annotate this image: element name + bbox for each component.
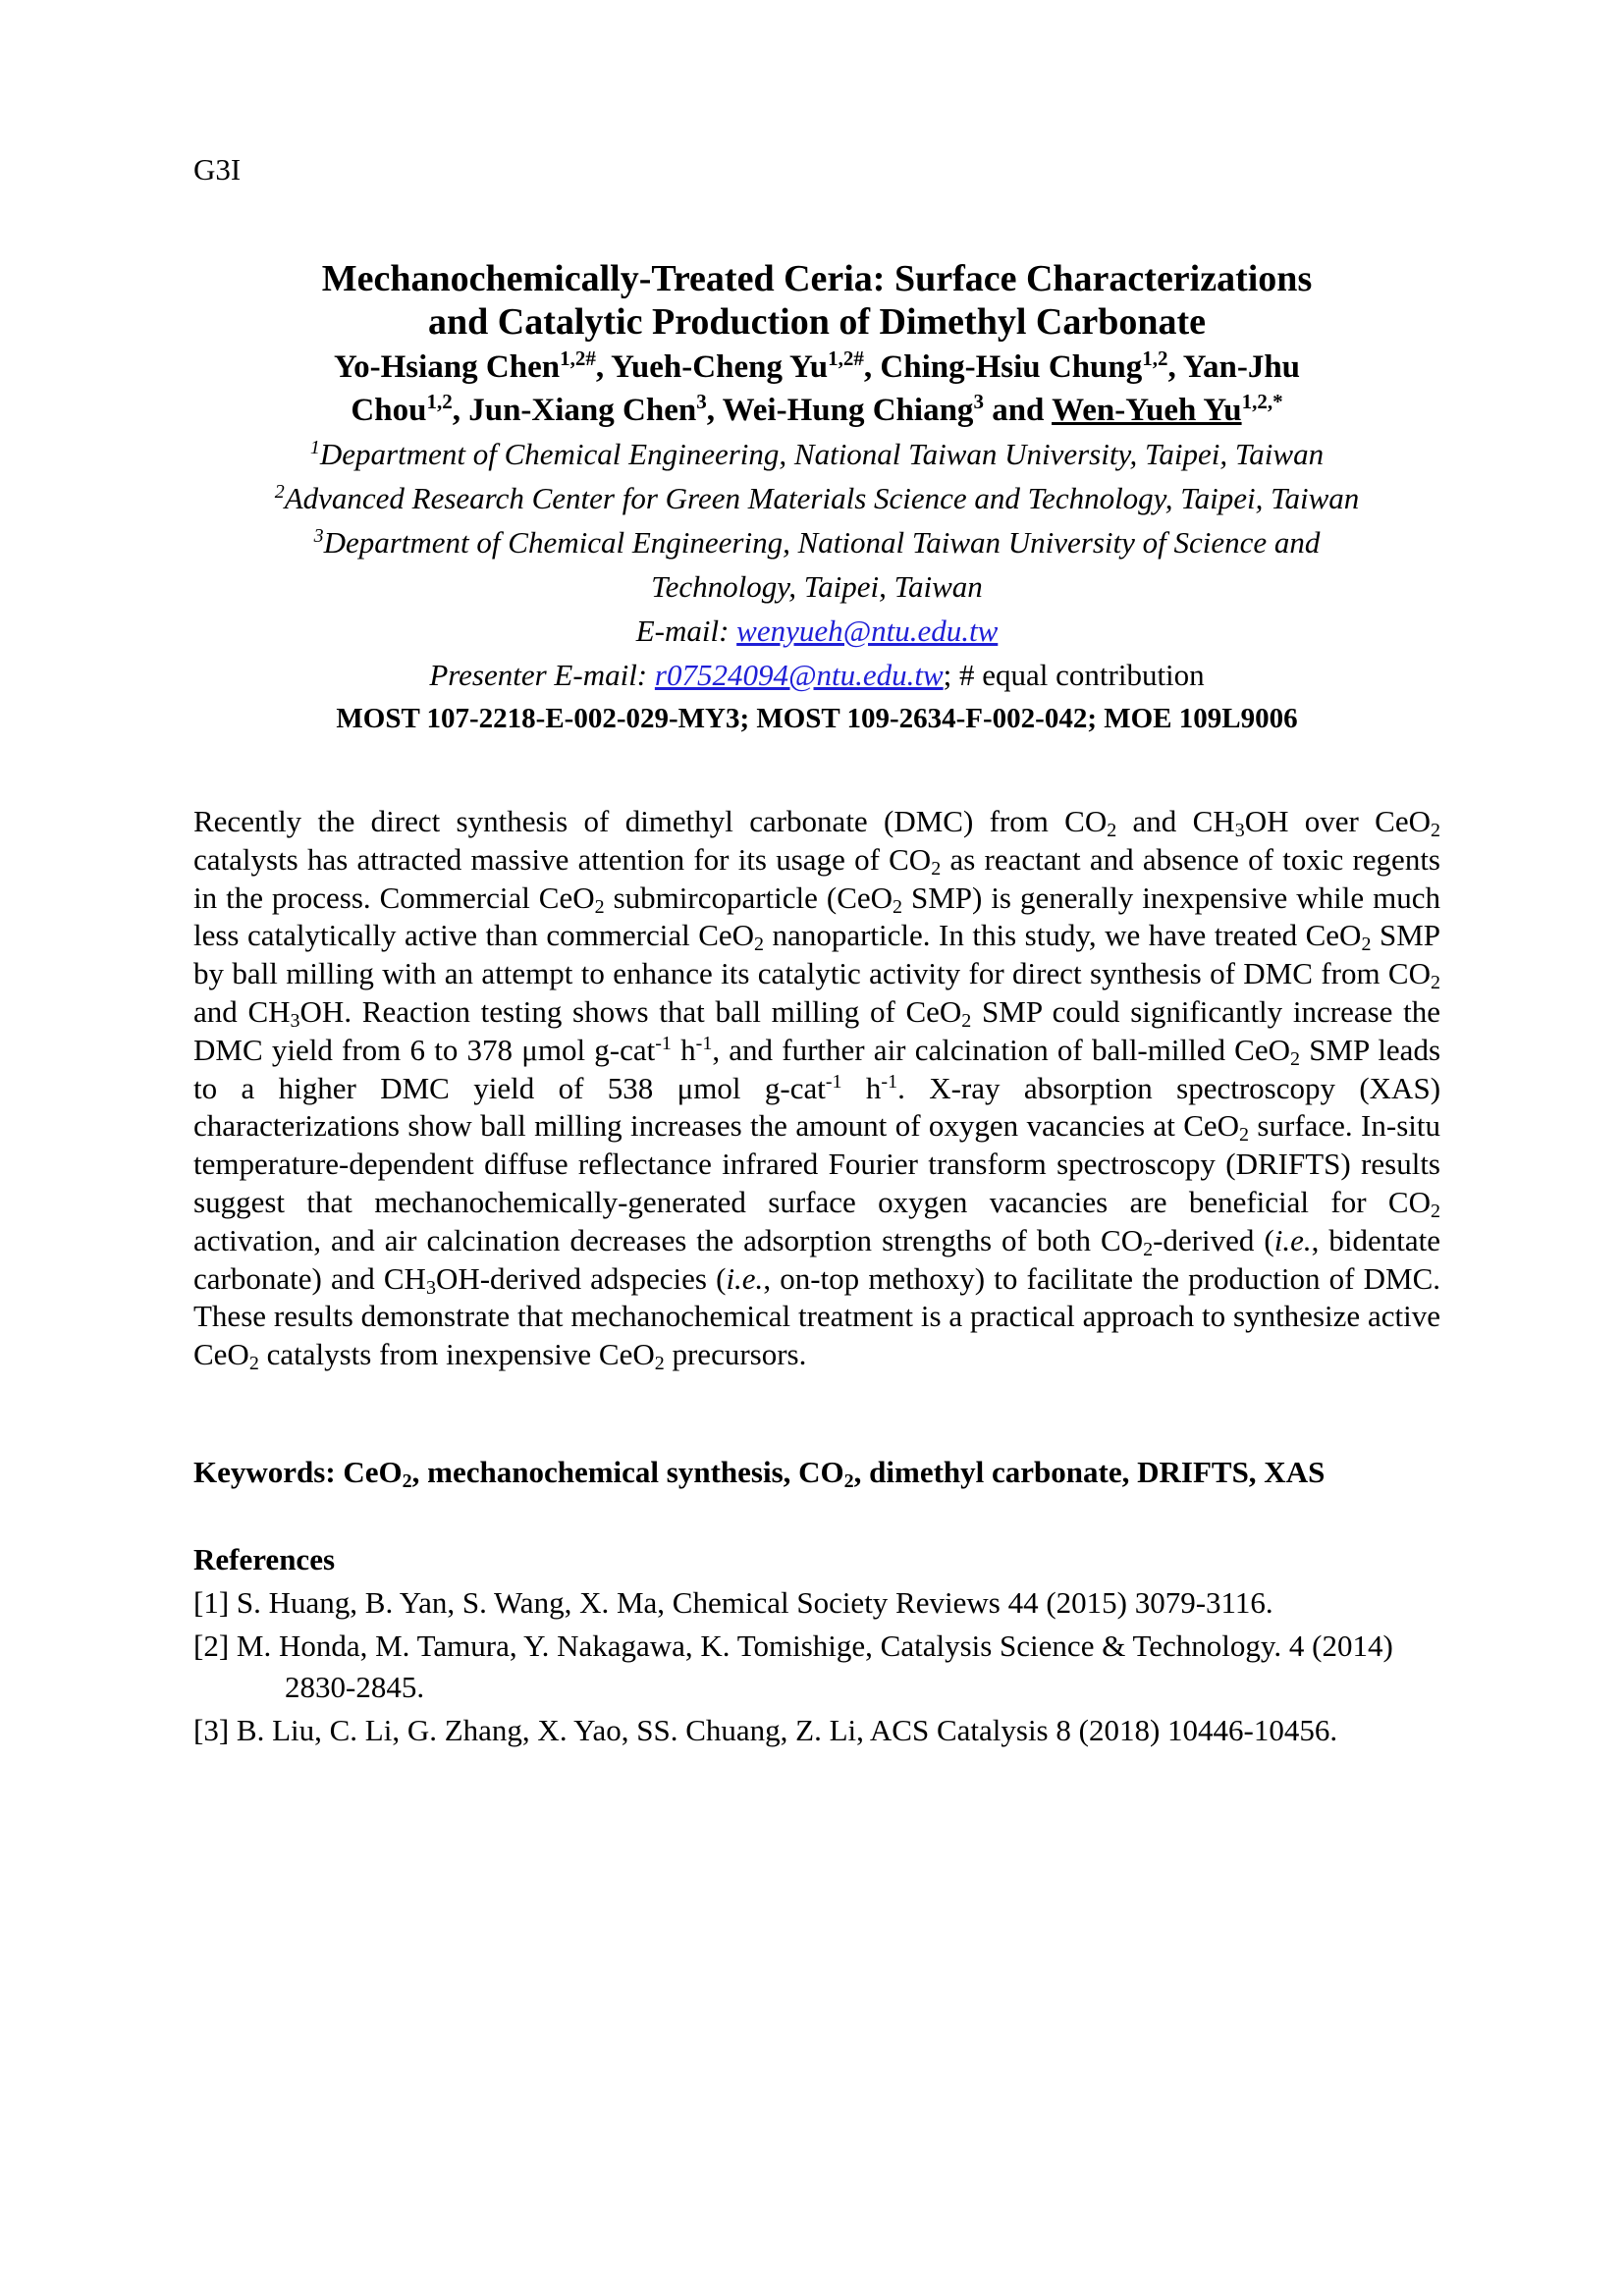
email-link[interactable]: wenyueh@ntu.edu.tw xyxy=(736,614,999,648)
presenter-email-link[interactable]: r07524094@ntu.edu.tw xyxy=(654,658,944,692)
author-affiliation-mark: 3 xyxy=(696,390,707,413)
affiliation-text: Advanced Research Center for Green Materials Science and Technology, Taipei, Taiwan xyxy=(284,481,1360,515)
title-line-2: and Catalytic Production of Dimethyl Carbonate xyxy=(428,301,1206,343)
affiliation-1 xyxy=(193,432,1440,476)
author-affiliation-mark: 3 xyxy=(973,390,984,413)
paper-header xyxy=(193,257,1440,740)
author-name-part: Chou xyxy=(351,393,427,428)
author-affiliation-mark: 1,2# xyxy=(560,347,596,370)
reference-item: [3] B. Liu, C. Li, G. Zhang, X. Yao, SS. Chuang, Z. Li, ACS Catalysis 8 (2018) 10446-10456. xyxy=(193,1713,1338,1747)
author-affiliation-mark: 1,2 xyxy=(1142,347,1168,370)
author-name: Jun-Xiang Chen xyxy=(468,393,697,428)
grant-numbers: MOST 107-2218-E-002-029-MY3; MOST 109-2634-F-002-042; MOE 109L9006 xyxy=(336,703,1298,734)
author-affiliation-mark: 1,2# xyxy=(828,347,864,370)
author-list xyxy=(193,346,1440,432)
author-affiliation-mark: 1,2 xyxy=(426,390,453,413)
affiliation-number: 2 xyxy=(274,481,285,503)
author-name: Yo-Hsiang Chen xyxy=(333,349,561,385)
corresponding-author-name: Wen-Yueh Yu xyxy=(1052,393,1242,428)
paper-title xyxy=(193,257,1440,344)
affiliation-text: Department of Chemical Engineering, National Taiwan University, Taipei, Taiwan xyxy=(319,437,1325,471)
affiliation-3-continued: Technology, Taipei, Taiwan xyxy=(651,569,983,604)
affiliation-3 xyxy=(193,520,1440,564)
reference-item: [1] S. Huang, B. Yan, S. Wang, X. Ma, Chemical Society Reviews 44 (2015) 3079-3116. xyxy=(193,1585,1273,1620)
email-line xyxy=(193,609,1440,653)
presenter-email-label: Presenter E-mail: xyxy=(429,658,655,692)
email-label: E-mail: xyxy=(635,614,737,648)
author-name-part: Yan-Jhu xyxy=(1182,349,1301,385)
author-affiliation-mark: 1,2,* xyxy=(1241,390,1283,413)
equal-contribution-note: ; # equal contribution xyxy=(943,658,1205,692)
references-heading: References xyxy=(193,1542,336,1576)
affiliation-2 xyxy=(193,476,1440,520)
title-line-1: Mechanochemically-Treated Ceria: Surface Characterizations xyxy=(321,258,1313,299)
presenter-email-line xyxy=(193,653,1440,697)
references-section xyxy=(193,1539,1440,1751)
affiliation-number: 3 xyxy=(313,525,324,547)
author-name: Ching-Hsiu Chung xyxy=(880,349,1143,385)
reference-item: [2] M. Honda, M. Tamura, Y. Nakagawa, K. Tomishige, Catalysis Science & Technology. 4 (2014) 2830-2845. xyxy=(193,1629,1393,1704)
affiliation-list xyxy=(193,432,1440,697)
page-code: G3I xyxy=(193,152,242,187)
affiliation-text: Department of Chemical Engineering, National Taiwan University of Science and xyxy=(323,525,1321,560)
author-line-2: Chou$^{1,2}$, Jun-Xiang Chen$^3$, Wei-Hung Chiang$^3$ and Wen-Yueh $Yu^{1,2,*}$ xyxy=(351,390,1283,428)
author-name: Yueh-Cheng Yu xyxy=(611,349,829,385)
affiliation-number: 1 xyxy=(309,437,320,458)
abstract-paragraph: Recently the direct synthesis of dimethyl carbonate (DMC) from $CO_2$ and $CH_3OH$ over CeO$_2$ catalysts has attracted massive attention for its usage of $CO_2$ as reactant and absence of toxic regents in the process. Commercial CeO$_2$ submircoparticle (CeO$_2$ SMP) is generally inexpensive while much less catalytically active than commercial CeO$_2$ nanoparticle. In this study, we have treated CeO$_2$ SMP by ball milling with an attempt to enhance its catalytic activity for direct synthesis of DMC from $CO_2$ and $CH_3OH$. Reaction testing shows that ball milling of CeO$_2$ SMP could significantly increase the DMC yield from 6 to 378 μmol g-cat$^{-1}$ $h^{-1}$, and further air calcination of ball-milled CeO$_2$ SMP leads to a higher DMC yield of 538 μmol g-cat$^{-1}$ $h^{-1}$. X-ray absorption spectroscopy (XAS) characterizations show ball milling increases the amount of oxygen vacancies at CeO$_2$ surface. In-situ temperature-dependent diffuse reflectance infrared Fourier transform spectroscopy (DRIFTS) results suggest that mechanochemically-generated surface oxygen vacancies are beneficial for $CO_2$ activation, and air calcination decreases the adsorption strengths of both $CO_2$-derived (i.e., bidentate carbonate) and $CH_3OH$-derived adspecies (i.e., on-top methoxy) to facilitate the production of DMC. These results demonstrate that mechanochemical treatment is a practical approach to synthesize active CeO$_2$ catalysts from inexpensive CeO$_2$ precursors. xyxy=(193,804,1441,1375)
keywords-line: Keywords: CeO$_2$, mechanochemical synthesis, $CO_2$, dimethyl carbonate, DRIFTS, XAS xyxy=(193,1455,1326,1492)
author-line-1: Yo-Hsiang Chen$^{1,2\#}$, Yueh-Cheng $Yu^{1,2\#}$, Ching-Hsiu Chung$^{1,2}$, Yan-Jhu xyxy=(333,347,1301,385)
author-name: Wei-Hung Chiang xyxy=(722,393,974,428)
